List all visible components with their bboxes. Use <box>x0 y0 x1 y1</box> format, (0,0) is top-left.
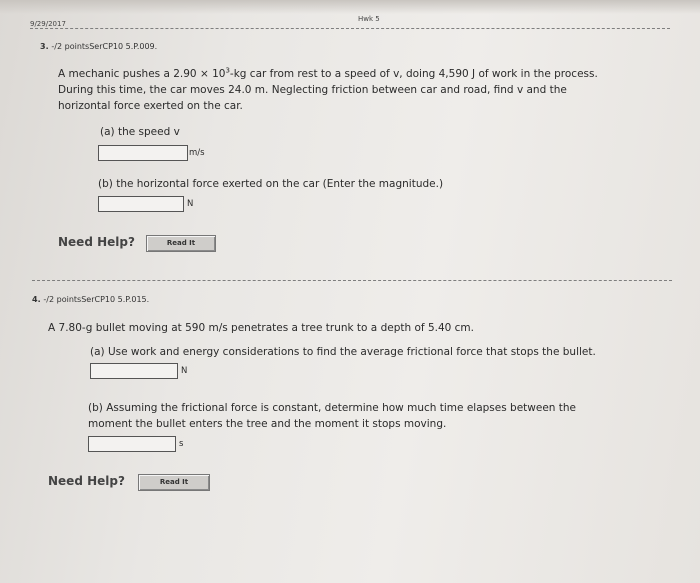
q4-part-b-unit: s <box>179 439 184 449</box>
q3-text-line3: horizontal force exerted on the car. <box>58 100 243 112</box>
q4-part-a-input[interactable] <box>90 363 178 379</box>
q3-points: -/2 points <box>51 42 90 51</box>
header-date: 9/29/2017 <box>30 20 66 28</box>
q3-text-sup: 3 <box>225 66 230 75</box>
q4-text: A 7.80-g bullet moving at 590 m/s penetrates a tree trunk to a depth of 5.40 cm. <box>48 322 474 334</box>
q3-number: 3. <box>40 42 49 51</box>
q4-read-it-button[interactable]: Read It <box>138 474 210 491</box>
page-shadow <box>0 0 700 14</box>
q4-number: 4. <box>32 295 41 304</box>
q3-text-line1-a: A mechanic pushes a 2.90 × 10 <box>58 68 226 80</box>
question-divider <box>32 280 672 281</box>
q3-part-b-input[interactable] <box>98 196 184 212</box>
q3-header <box>40 42 157 51</box>
q3-read-it-button[interactable]: Read It <box>146 235 216 252</box>
q4-code: SerCP10 5.P.015. <box>81 295 150 304</box>
q3-code: SerCP10 5.P.009. <box>89 42 158 51</box>
q4-points: -/2 points <box>43 295 82 304</box>
q3-part-a-label: (a) the speed v <box>100 126 180 138</box>
q4-part-b-line2: moment the bullet enters the tree and the moment it stops moving. <box>88 418 447 430</box>
q3-text-line1-b: -kg car from rest to a speed of v, doing 4,590 J of work in the process. <box>229 68 598 80</box>
header-title: Hwk 5 <box>358 15 380 23</box>
q4-part-a-unit: N <box>181 366 188 376</box>
q4-header <box>32 295 149 304</box>
q3-text-line2: During this time, the car moves 24.0 m. Neglecting friction between car and road, find v and the <box>58 84 567 96</box>
q3-part-b-unit: N <box>187 199 194 209</box>
q3-part-b-label: (b) the horizontal force exerted on the car (Enter the magnitude.) <box>98 178 444 190</box>
q3-part-a-input[interactable] <box>98 145 188 161</box>
header-divider <box>30 28 670 29</box>
q4-part-b-line1: (b) Assuming the frictional force is constant, determine how much time elapses between the <box>88 402 577 414</box>
q4-part-b-input[interactable] <box>88 436 176 452</box>
q3-need-help-label: Need Help? <box>58 235 135 249</box>
q4-need-help-label: Need Help? <box>48 474 125 488</box>
q3-part-a-unit: m/s <box>189 148 205 158</box>
q4-part-a-label: (a) Use work and energy considerations to find the average frictional force that stops the bullet. <box>90 346 596 358</box>
q3-text-line1 <box>58 66 598 82</box>
